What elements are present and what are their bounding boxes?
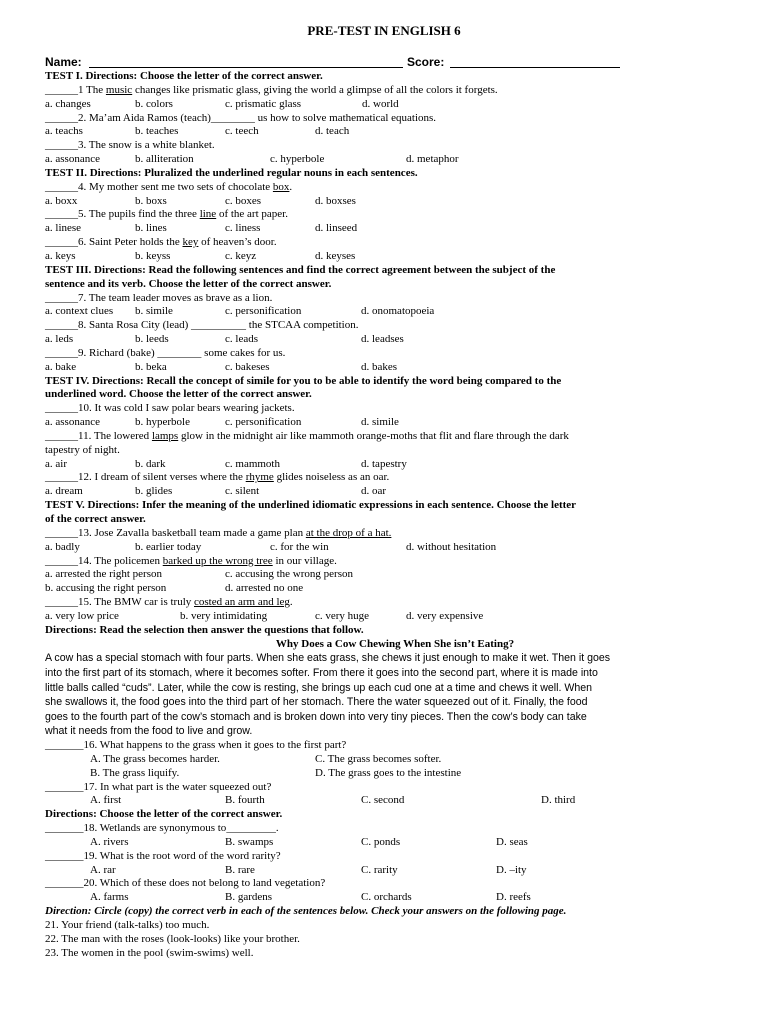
- options-8: [45, 333, 745, 347]
- options-5: [45, 222, 745, 236]
- answer-blank[interactable]: ______: [45, 139, 78, 152]
- q-underlined: at the drop of a hat.: [305, 526, 392, 539]
- reading-title: Why Does a Cow Chewing When She isn’t Eating?: [275, 637, 515, 650]
- question-8: [45, 319, 745, 333]
- option-a: a. dream: [45, 485, 83, 498]
- option-a: a. boxx: [45, 194, 78, 207]
- answer-blank[interactable]: ______: [45, 319, 78, 332]
- q-text: of heaven’s door.: [198, 236, 277, 249]
- q-text: 6. Saint Peter holds the: [78, 236, 183, 249]
- option-a: a. assonance: [45, 416, 100, 429]
- q-text: .: [275, 822, 279, 835]
- option-c: c. mammoth: [225, 457, 280, 470]
- option-c: C. rarity: [361, 863, 398, 876]
- test3-header: TEST III. Directions: Read the following sentences and find the correct agreement between the subject of the: [45, 263, 556, 276]
- q-text: 4. My mother sent me two sets of chocolate: [78, 180, 273, 193]
- q-text: 11. The lowered: [78, 429, 152, 442]
- options-6: [45, 250, 745, 264]
- options-9: [45, 361, 745, 375]
- option-a: a. context clues: [45, 305, 114, 318]
- section2-directions: Directions: Choose the letter of the correct answer.: [45, 808, 283, 821]
- passage-line: into the first part of its stomach, where it becomes softer. From there it goes into the second part, where it is made into: [45, 667, 598, 680]
- option-c: c. keyz: [225, 249, 257, 262]
- q-underlined: rhyme: [245, 471, 274, 484]
- q-text: the STCAA competition.: [246, 319, 359, 332]
- options-18: [45, 836, 745, 850]
- q-text: 1 The: [78, 83, 106, 96]
- q-text: some cakes for us.: [201, 346, 286, 359]
- option-a: a. arrested the right person: [45, 568, 162, 581]
- option-c: C. orchards: [361, 891, 412, 904]
- q-text: of the art paper.: [216, 208, 288, 221]
- q-underlined: line: [199, 208, 217, 221]
- q-text: glides noiseless as an oar.: [273, 471, 390, 484]
- q-text: changes like prismatic glass, giving the world a glimpse of all the colors it forgets.: [132, 83, 498, 96]
- q-text: 9. Richard (bake): [78, 346, 158, 359]
- q-text: 8. Santa Rosa City (lead): [78, 319, 192, 332]
- answer-blank[interactable]: _______: [45, 849, 84, 862]
- option-c: c. personification: [225, 305, 302, 318]
- option-d: d. onomatopoeia: [361, 305, 435, 318]
- options-11: [45, 458, 745, 472]
- option-a: a. air: [45, 457, 67, 470]
- option-b: b. keyss: [135, 249, 171, 262]
- option-d: d. without hesitation: [406, 540, 497, 553]
- options-3: [45, 153, 745, 167]
- fill-blank: __________: [191, 319, 247, 332]
- option-b: B. rare: [225, 863, 255, 876]
- test2-header: TEST II. Directions: Pluralized the underlined regular nouns in each sentences.: [45, 166, 418, 179]
- question-19: [45, 850, 745, 864]
- question-1: [45, 84, 745, 98]
- option-c: c. prismatic glass: [225, 97, 302, 110]
- fill-blank: ________: [157, 346, 202, 359]
- question-11: [45, 430, 745, 444]
- option-a: A. The grass becomes harder.: [90, 752, 220, 765]
- option-c: c. leads: [225, 333, 258, 346]
- fill-blank: ________: [210, 111, 255, 124]
- option-c: c. teech: [225, 125, 259, 138]
- options-16-row1: [45, 753, 745, 767]
- option-d: d. world: [362, 97, 399, 110]
- q-text: 10. It was cold I saw polar bears wearing jackets.: [78, 402, 295, 415]
- option-d: d. oar: [361, 485, 387, 498]
- answer-blank[interactable]: ______: [45, 236, 78, 249]
- option-d: d. keyses: [315, 249, 356, 262]
- option-d: d. tapestry: [361, 457, 407, 470]
- option-d: d. metaphor: [406, 153, 459, 166]
- q-text: 12. I dream of silent verses where the: [78, 471, 246, 484]
- item-22: 22. The man with the roses (look-looks) like your brother.: [45, 932, 300, 945]
- option-d: D. –ity: [496, 863, 527, 876]
- q-text: 15. The BMW car is truly: [78, 596, 194, 609]
- option-c: c. very huge: [315, 609, 370, 622]
- option-d: d. arrested no one: [225, 582, 304, 595]
- options-20: [45, 891, 745, 905]
- answer-blank[interactable]: ______: [45, 526, 78, 539]
- option-c: C. ponds: [361, 835, 401, 848]
- answer-blank[interactable]: ______: [45, 554, 78, 567]
- answer-blank[interactable]: ______: [45, 402, 78, 415]
- answer-blank[interactable]: _______: [45, 822, 84, 835]
- reading-directions: Directions: Read the selection then answer the questions that follow.: [45, 623, 364, 636]
- option-c: c. boxes: [225, 194, 262, 207]
- question-3: [45, 139, 745, 153]
- option-a: a. badly: [45, 540, 80, 553]
- option-d: d. leadses: [361, 333, 404, 346]
- option-b: B. swamps: [225, 835, 274, 848]
- answer-blank[interactable]: ______: [45, 429, 78, 442]
- option-d: d. very expensive: [406, 609, 484, 622]
- q-underlined: music: [105, 83, 133, 96]
- q-underlined: box: [272, 180, 290, 193]
- options-14-row1: [45, 568, 745, 582]
- answer-blank[interactable]: ______: [45, 180, 78, 193]
- question-4: [45, 181, 745, 195]
- option-b: b. leeds: [135, 333, 169, 346]
- q-underlined: key: [182, 236, 199, 249]
- q-text: .: [289, 180, 293, 193]
- q-text: 20. Which of these does not belong to land vegetation?: [83, 877, 326, 890]
- question-6: [45, 236, 745, 250]
- answer-blank[interactable]: ______: [45, 596, 78, 609]
- test5-header: TEST V. Directions: Infer the meaning of the underlined idiomatic expressions in each sentence. Choose the letter: [45, 499, 577, 512]
- q-text: in our village.: [272, 554, 337, 567]
- option-d: d. teach: [315, 125, 350, 138]
- option-d: d. bakes: [361, 360, 398, 373]
- reading-passage: [45, 651, 745, 739]
- option-b: b. teaches: [135, 125, 179, 138]
- options-16-row2: [45, 767, 745, 781]
- option-b: b. colors: [135, 97, 173, 110]
- answer-blank[interactable]: ______: [45, 111, 78, 124]
- name-label: Name:: [45, 55, 82, 69]
- q-text: 18. Wetlands are synonymous to: [83, 822, 227, 835]
- test3-header-cont: sentence and its verb. Choose the letter of the correct answer.: [45, 277, 332, 290]
- option-a: a. linese: [45, 222, 82, 235]
- options-4: [45, 195, 745, 209]
- option-b: B. The grass liquify.: [90, 766, 180, 779]
- option-b: b. accusing the right person: [45, 582, 167, 595]
- q-text: 14. The policemen: [78, 554, 163, 567]
- question-18: [45, 822, 745, 836]
- q-text: 7. The team leader moves as brave as a lion.: [78, 291, 273, 304]
- item-23: 23. The women in the pool (swim-swims) well.: [45, 946, 254, 959]
- q-underlined: costed an arm and leg: [194, 596, 290, 609]
- options-12: [45, 485, 745, 499]
- option-a: A. rar: [90, 863, 116, 876]
- q-text: 19. What is the root word of the word rarity?: [83, 849, 281, 862]
- question-9: [45, 347, 745, 361]
- test1-header: TEST I. Directions: Choose the letter of the correct answer.: [45, 70, 323, 82]
- options-13: [45, 541, 745, 555]
- option-b: b. beka: [135, 360, 167, 373]
- q-underlined: barked up the wrong tree: [162, 554, 273, 567]
- option-b: b. glides: [135, 485, 173, 498]
- option-b: b. hyperbole: [135, 416, 190, 429]
- option-b: B. gardens: [225, 891, 273, 904]
- answer-blank[interactable]: _______: [45, 780, 84, 793]
- option-b: b. lines: [135, 222, 167, 235]
- option-b: b. dark: [135, 457, 166, 470]
- passage-line: goes to the fourth part of the cow’s stomach and is broken down into very tiny pieces. Then the cow’s body can take: [45, 710, 587, 723]
- question-12: [45, 471, 745, 485]
- option-b: B. fourth: [225, 794, 265, 807]
- option-a: A. rivers: [90, 835, 129, 848]
- question-17: [45, 781, 745, 795]
- option-d: d. linseed: [315, 222, 358, 235]
- q-text: 17. In what part is the water squeezed out?: [83, 780, 272, 793]
- options-7: [45, 305, 745, 319]
- fill-blank: _________: [226, 822, 276, 835]
- option-b: b. alliteration: [135, 153, 194, 166]
- option-a: a. assonance: [45, 153, 100, 166]
- option-a: A. farms: [90, 891, 129, 904]
- test5-header-cont: of the correct answer.: [45, 513, 146, 525]
- option-a: a. teachs: [45, 125, 83, 138]
- option-c: c. personification: [225, 416, 302, 429]
- option-a: A. first: [90, 794, 122, 807]
- question-11-cont: tapestry of night.: [45, 443, 120, 456]
- test4-header-cont: underlined word. Choose the letter of the correct answer.: [45, 388, 312, 401]
- option-c: c. liness: [225, 222, 261, 235]
- options-1: [45, 98, 745, 112]
- test-content: [45, 70, 745, 961]
- question-10: [45, 402, 745, 416]
- passage-line: what it needs from the food to live and grow.: [45, 725, 253, 738]
- answer-blank[interactable]: ______: [45, 208, 78, 221]
- option-d: D. seas: [496, 835, 528, 848]
- option-b: b. boxs: [135, 194, 167, 207]
- answer-blank[interactable]: ______: [45, 471, 78, 484]
- name-score-row: [45, 55, 745, 71]
- q-text: us how to solve mathematical equations.: [254, 111, 437, 124]
- option-a: a. bake: [45, 360, 77, 373]
- q-text: 16. What happens to the grass when it goes to the first part?: [83, 739, 347, 751]
- option-c: c. for the win: [270, 540, 329, 553]
- option-d: d. simile: [361, 416, 399, 429]
- option-d: D. reefs: [496, 891, 531, 904]
- question-5: [45, 208, 745, 222]
- item-21: 21. Your friend (talk-talks) too much.: [45, 918, 210, 931]
- option-c: c. hyperbole: [270, 153, 325, 166]
- option-c: c. accusing the wrong person: [225, 568, 353, 581]
- passage-line: little balls called “cuds”. Later, while the cow is resting, she brings up each cud one at a time and chews it well. When: [45, 681, 593, 694]
- question-13: [45, 527, 745, 541]
- q-text: glow in the midnight air like mammoth orange-moths that flit and flare through the dark: [178, 429, 569, 442]
- option-d: D. The grass goes to the intestine: [315, 766, 462, 779]
- question-14: [45, 555, 745, 569]
- answer-blank[interactable]: _______: [45, 877, 84, 890]
- option-a: a. keys: [45, 249, 76, 262]
- name-field[interactable]: [89, 67, 403, 68]
- question-15: [45, 596, 745, 610]
- options-10: [45, 416, 745, 430]
- option-b: b. simile: [135, 305, 173, 318]
- options-14-row2: [45, 582, 745, 596]
- q-text: .: [289, 596, 293, 609]
- score-field[interactable]: [450, 67, 620, 68]
- q-text: 13. Jose Zavalla basketball team made a game plan: [78, 526, 306, 539]
- options-17: [45, 794, 745, 808]
- option-c: c. silent: [225, 485, 260, 498]
- q-text: 2. Ma’am Aida Ramos (teach): [78, 111, 211, 124]
- option-a: a. very low price: [45, 609, 119, 622]
- option-a: a. changes: [45, 97, 91, 110]
- section3-directions: Direction: Circle (copy) the correct verb in each of the sentences below. Check your answers on the following page.: [45, 905, 567, 918]
- passage-line: she swallows it, the food goes into the third part of her stomach. There the water squeezed out of it. Finally, the food: [45, 696, 588, 709]
- option-b: b. earlier today: [135, 540, 202, 553]
- page-title: PRE-TEST IN ENGLISH 6: [307, 23, 461, 38]
- score-label: Score:: [407, 55, 445, 69]
- q-text: 5. The pupils find the three: [78, 208, 200, 221]
- question-7: [45, 292, 745, 306]
- option-a: a. leds: [45, 333, 74, 346]
- answer-blank[interactable]: _______: [45, 739, 84, 751]
- answer-blank[interactable]: ______: [45, 83, 78, 96]
- options-2: [45, 125, 745, 139]
- options-15: [45, 610, 745, 624]
- option-d: D. third: [541, 794, 576, 807]
- question-20: [45, 877, 745, 891]
- passage-line: A cow has a special stomach with four parts. When she eats grass, she chews it just enough to make it wet. Then it goes: [45, 652, 611, 665]
- q-underlined: lamps: [151, 429, 179, 442]
- option-b: b. very intimidating: [180, 609, 268, 622]
- question-16: [45, 739, 745, 753]
- answer-blank[interactable]: ______: [45, 346, 78, 359]
- question-2: [45, 112, 745, 126]
- test4-header: TEST IV. Directions: Recall the concept of simile for you to be able to identify the word being compared to the: [45, 374, 562, 387]
- answer-blank[interactable]: ______: [45, 291, 78, 304]
- q-text: 3. The snow is a white blanket.: [78, 139, 215, 152]
- option-c: C. The grass becomes softer.: [315, 752, 442, 765]
- option-c: C. second: [361, 794, 405, 807]
- options-19: [45, 864, 745, 878]
- option-d: d. boxses: [315, 194, 356, 207]
- option-c: c. bakeses: [225, 360, 270, 373]
